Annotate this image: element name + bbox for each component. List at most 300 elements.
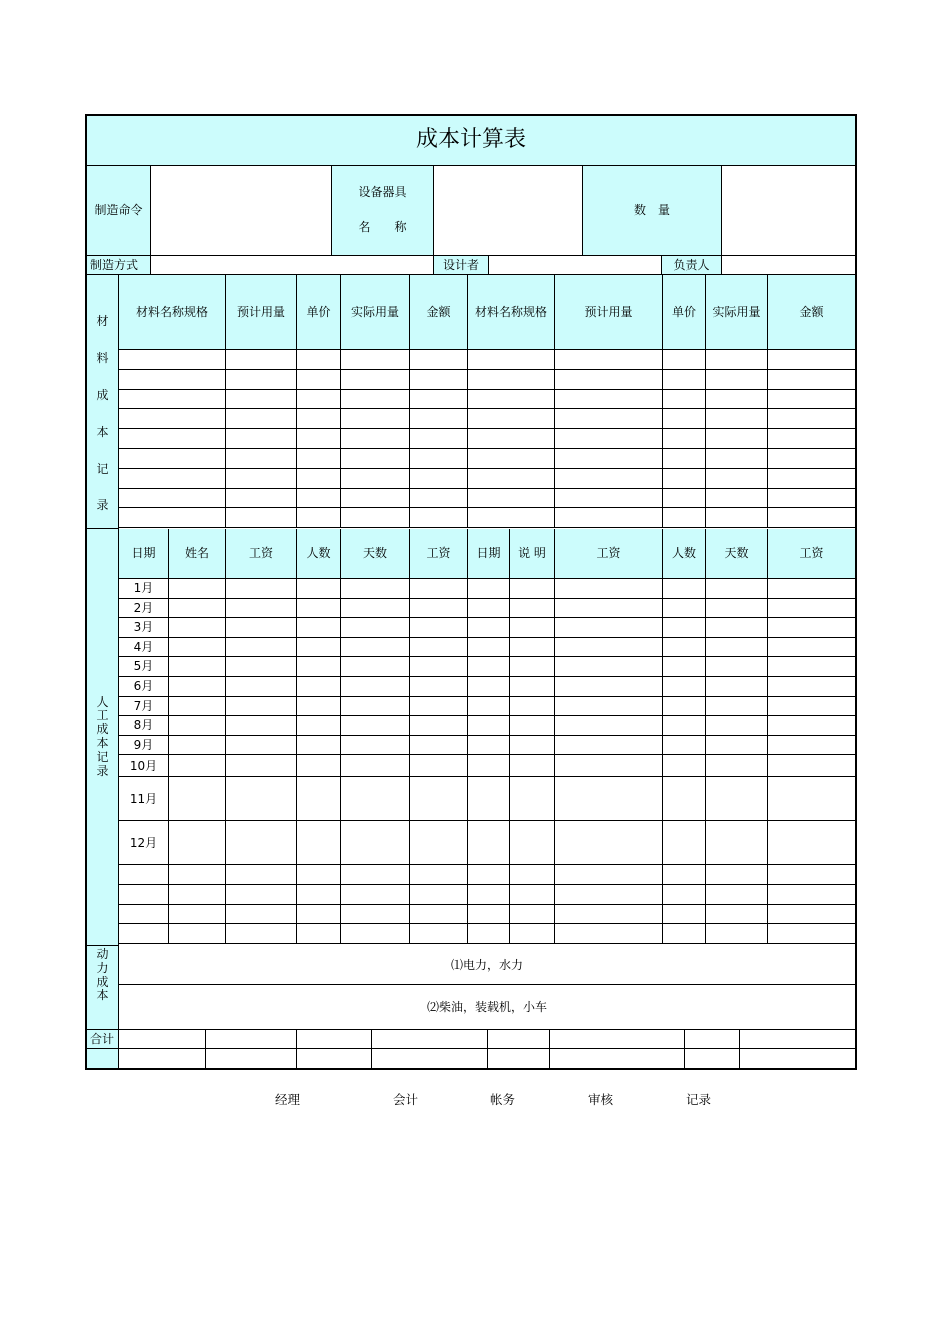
material-cell[interactable] xyxy=(410,489,468,509)
labor-cell[interactable] xyxy=(768,924,855,944)
material-cell[interactable] xyxy=(226,350,297,370)
labor-cell[interactable] xyxy=(706,618,768,638)
labor-cell[interactable] xyxy=(663,638,706,658)
labor-cell[interactable] xyxy=(341,599,410,619)
equipment-value[interactable] xyxy=(434,166,583,256)
labor-cell[interactable] xyxy=(297,579,341,599)
material-cell[interactable] xyxy=(226,370,297,390)
labor-cell[interactable] xyxy=(555,865,663,885)
labor-cell[interactable] xyxy=(341,821,410,865)
material-cell[interactable] xyxy=(341,409,410,429)
labor-cell[interactable] xyxy=(226,865,297,885)
labor-cell[interactable] xyxy=(341,755,410,777)
labor-cell[interactable] xyxy=(555,924,663,944)
material-cell[interactable] xyxy=(341,489,410,509)
labor-cell[interactable] xyxy=(510,777,555,821)
material-cell[interactable] xyxy=(768,508,855,528)
labor-cell[interactable] xyxy=(410,638,468,658)
material-cell[interactable] xyxy=(119,449,226,469)
material-cell[interactable] xyxy=(706,429,768,449)
labor-cell[interactable] xyxy=(468,865,510,885)
labor-cell[interactable] xyxy=(510,924,555,944)
labor-cell[interactable] xyxy=(341,716,410,736)
labor-cell[interactable] xyxy=(706,821,768,865)
material-cell[interactable] xyxy=(706,370,768,390)
material-cell[interactable] xyxy=(297,390,341,410)
labor-cell[interactable] xyxy=(169,697,226,717)
labor-cell[interactable] xyxy=(555,697,663,717)
labor-cell[interactable] xyxy=(226,821,297,865)
labor-cell[interactable] xyxy=(341,777,410,821)
labor-cell[interactable] xyxy=(663,599,706,619)
labor-cell[interactable] xyxy=(410,677,468,697)
labor-cell[interactable] xyxy=(555,905,663,925)
labor-cell[interactable] xyxy=(555,579,663,599)
material-cell[interactable] xyxy=(663,390,706,410)
material-cell[interactable] xyxy=(706,390,768,410)
labor-cell[interactable] xyxy=(119,924,169,944)
labor-cell[interactable] xyxy=(169,599,226,619)
material-cell[interactable] xyxy=(297,469,341,489)
material-cell[interactable] xyxy=(555,489,663,509)
material-cell[interactable] xyxy=(768,449,855,469)
labor-cell[interactable] xyxy=(341,905,410,925)
labor-cell[interactable] xyxy=(663,777,706,821)
labor-cell[interactable] xyxy=(706,657,768,677)
labor-col-header-8 xyxy=(510,529,555,579)
labor-cell[interactable] xyxy=(297,905,341,925)
labor-cell[interactable] xyxy=(410,777,468,821)
material-cell[interactable] xyxy=(341,469,410,489)
labor-cell[interactable] xyxy=(555,618,663,638)
labor-cell[interactable] xyxy=(706,924,768,944)
labor-cell[interactable] xyxy=(663,905,706,925)
labor-cell[interactable] xyxy=(410,599,468,619)
labor-cell[interactable] xyxy=(410,905,468,925)
labor-cell[interactable] xyxy=(510,905,555,925)
material-cell[interactable] xyxy=(297,350,341,370)
material-cell[interactable] xyxy=(468,489,555,509)
material-cell[interactable] xyxy=(468,449,555,469)
material-cell[interactable] xyxy=(341,390,410,410)
labor-cell[interactable] xyxy=(706,736,768,756)
material-cell[interactable] xyxy=(663,370,706,390)
labor-cell[interactable] xyxy=(663,697,706,717)
material-cell[interactable] xyxy=(555,390,663,410)
material-cell[interactable] xyxy=(468,370,555,390)
labor-cell[interactable] xyxy=(226,579,297,599)
material-cell[interactable] xyxy=(410,409,468,429)
labor-cell[interactable] xyxy=(169,716,226,736)
labor-cell[interactable] xyxy=(468,905,510,925)
total-cell[interactable] xyxy=(488,1030,550,1049)
labor-cell[interactable] xyxy=(410,618,468,638)
labor-cell[interactable] xyxy=(510,865,555,885)
material-cell[interactable] xyxy=(768,350,855,370)
material-cell[interactable] xyxy=(468,508,555,528)
labor-cell[interactable] xyxy=(555,657,663,677)
labor-cell[interactable] xyxy=(297,599,341,619)
material-cell[interactable] xyxy=(410,449,468,469)
labor-cell[interactable] xyxy=(341,657,410,677)
labor-cell[interactable] xyxy=(169,865,226,885)
material-cell[interactable] xyxy=(297,449,341,469)
labor-cell[interactable] xyxy=(663,736,706,756)
material-cell[interactable] xyxy=(768,370,855,390)
labor-cell[interactable] xyxy=(341,865,410,885)
labor-cell[interactable] xyxy=(468,599,510,619)
material-cell[interactable] xyxy=(341,508,410,528)
labor-cell[interactable] xyxy=(297,777,341,821)
labor-cell[interactable] xyxy=(468,885,510,905)
total-cell[interactable] xyxy=(206,1030,297,1049)
material-cell[interactable] xyxy=(119,350,226,370)
labor-cell[interactable] xyxy=(226,736,297,756)
labor-cell[interactable] xyxy=(510,638,555,658)
total-cell[interactable] xyxy=(550,1030,685,1049)
material-col-header-9-text: 实际用量 xyxy=(712,304,761,319)
signature-label-5: 记录 xyxy=(686,1092,712,1107)
labor-cell[interactable] xyxy=(169,677,226,697)
material-cell[interactable] xyxy=(468,409,555,429)
order-value[interactable] xyxy=(151,166,332,256)
labor-cell[interactable] xyxy=(119,865,169,885)
labor-cell[interactable] xyxy=(410,821,468,865)
total-cell[interactable] xyxy=(372,1030,488,1049)
labor-cell[interactable] xyxy=(663,924,706,944)
labor-cell[interactable] xyxy=(297,638,341,658)
labor-cell[interactable] xyxy=(706,865,768,885)
material-cell[interactable] xyxy=(341,449,410,469)
owner-value[interactable] xyxy=(722,256,855,275)
quantity-value[interactable] xyxy=(722,166,855,256)
labor-cell[interactable] xyxy=(555,821,663,865)
labor-cell[interactable] xyxy=(119,885,169,905)
material-cell[interactable] xyxy=(555,350,663,370)
labor-cell[interactable] xyxy=(341,579,410,599)
labor-cell[interactable] xyxy=(169,638,226,658)
labor-cell[interactable] xyxy=(510,618,555,638)
material-cell[interactable] xyxy=(706,449,768,469)
material-cell[interactable] xyxy=(410,350,468,370)
labor-cell[interactable] xyxy=(410,755,468,777)
labor-cell[interactable] xyxy=(297,755,341,777)
labor-cell[interactable] xyxy=(297,716,341,736)
labor-cell[interactable] xyxy=(410,657,468,677)
total-cell[interactable] xyxy=(740,1030,855,1049)
material-cell[interactable] xyxy=(226,449,297,469)
material-cell[interactable] xyxy=(555,449,663,469)
labor-cell[interactable] xyxy=(226,657,297,677)
labor-cell[interactable] xyxy=(226,885,297,905)
labor-cell[interactable] xyxy=(410,716,468,736)
labor-cell[interactable] xyxy=(169,755,226,777)
labor-cell[interactable] xyxy=(768,657,855,677)
material-cell[interactable] xyxy=(297,508,341,528)
labor-cell[interactable] xyxy=(410,885,468,905)
labor-cell[interactable] xyxy=(555,885,663,905)
labor-cell[interactable] xyxy=(297,736,341,756)
material-cell[interactable] xyxy=(706,350,768,370)
material-cell[interactable] xyxy=(341,370,410,390)
labor-cell[interactable] xyxy=(768,821,855,865)
material-cell[interactable] xyxy=(555,508,663,528)
material-cell[interactable] xyxy=(555,370,663,390)
total-cell[interactable] xyxy=(685,1030,740,1049)
material-cell[interactable] xyxy=(768,469,855,489)
total-cell[interactable] xyxy=(297,1049,372,1068)
labor-cell[interactable] xyxy=(768,865,855,885)
labor-col-header-6-text: 工资 xyxy=(426,546,451,561)
labor-cell[interactable] xyxy=(768,905,855,925)
labor-cell[interactable] xyxy=(226,755,297,777)
labor-cell[interactable] xyxy=(226,697,297,717)
labor-cell[interactable] xyxy=(510,599,555,619)
month-label-text: 11月 xyxy=(129,791,158,806)
material-cell[interactable] xyxy=(226,429,297,449)
material-cell[interactable] xyxy=(410,469,468,489)
labor-cell[interactable] xyxy=(169,924,226,944)
labor-cell[interactable] xyxy=(297,677,341,697)
labor-cell[interactable] xyxy=(297,821,341,865)
total-cell[interactable] xyxy=(119,1030,206,1049)
labor-cell[interactable] xyxy=(468,677,510,697)
labor-cell[interactable] xyxy=(169,579,226,599)
material-cell[interactable] xyxy=(297,409,341,429)
total-cell[interactable] xyxy=(740,1049,855,1068)
total-cell[interactable] xyxy=(685,1049,740,1068)
labor-cell[interactable] xyxy=(663,716,706,736)
labor-cell[interactable] xyxy=(468,579,510,599)
labor-cell[interactable] xyxy=(169,777,226,821)
material-cell[interactable] xyxy=(297,489,341,509)
labor-cell[interactable] xyxy=(510,579,555,599)
labor-cell[interactable] xyxy=(768,716,855,736)
labor-cell[interactable] xyxy=(706,716,768,736)
total-cell[interactable] xyxy=(488,1049,550,1068)
labor-cell[interactable] xyxy=(768,599,855,619)
material-cell[interactable] xyxy=(706,489,768,509)
material-cell[interactable] xyxy=(119,508,226,528)
labor-cell[interactable] xyxy=(468,777,510,821)
total-cell[interactable] xyxy=(297,1030,372,1049)
material-cell[interactable] xyxy=(119,469,226,489)
labor-cell[interactable] xyxy=(555,777,663,821)
material-cell[interactable] xyxy=(341,350,410,370)
labor-cell[interactable] xyxy=(768,638,855,658)
labor-cell[interactable] xyxy=(468,755,510,777)
labor-cell[interactable] xyxy=(119,905,169,925)
labor-cell[interactable] xyxy=(555,736,663,756)
labor-cell[interactable] xyxy=(768,755,855,777)
labor-cell[interactable] xyxy=(510,821,555,865)
labor-cell[interactable] xyxy=(768,618,855,638)
labor-cell[interactable] xyxy=(768,885,855,905)
labor-cell[interactable] xyxy=(663,885,706,905)
labor-cell[interactable] xyxy=(510,736,555,756)
material-cell[interactable] xyxy=(555,469,663,489)
labor-cell[interactable] xyxy=(706,638,768,658)
total-cell[interactable] xyxy=(119,1049,206,1068)
labor-cell[interactable] xyxy=(706,677,768,697)
labor-cell[interactable] xyxy=(663,618,706,638)
material-cell[interactable] xyxy=(768,429,855,449)
labor-cell[interactable] xyxy=(226,777,297,821)
labor-cell[interactable] xyxy=(468,736,510,756)
material-cell[interactable] xyxy=(226,409,297,429)
labor-cell[interactable] xyxy=(341,618,410,638)
labor-cell[interactable] xyxy=(555,599,663,619)
material-cell[interactable] xyxy=(226,489,297,509)
labor-cell[interactable] xyxy=(706,579,768,599)
labor-cell[interactable] xyxy=(663,755,706,777)
labor-cell[interactable] xyxy=(768,697,855,717)
labor-cell[interactable] xyxy=(555,677,663,697)
total-cell[interactable] xyxy=(550,1049,685,1068)
material-cell[interactable] xyxy=(410,370,468,390)
labor-cell[interactable] xyxy=(663,657,706,677)
total-cell[interactable] xyxy=(206,1049,297,1068)
labor-cell[interactable] xyxy=(510,677,555,697)
material-cell[interactable] xyxy=(663,409,706,429)
labor-cell[interactable] xyxy=(768,777,855,821)
labor-cell[interactable] xyxy=(169,657,226,677)
material-cell[interactable] xyxy=(119,489,226,509)
labor-cell[interactable] xyxy=(297,618,341,638)
material-cell[interactable] xyxy=(706,469,768,489)
labor-cell[interactable] xyxy=(226,905,297,925)
material-cell[interactable] xyxy=(555,409,663,429)
power-section-label-char-3: 本 xyxy=(96,988,109,1003)
labor-cell[interactable] xyxy=(341,638,410,658)
material-cell[interactable] xyxy=(119,370,226,390)
material-cell[interactable] xyxy=(768,409,855,429)
material-cell[interactable] xyxy=(706,409,768,429)
material-cell[interactable] xyxy=(468,469,555,489)
labor-cell[interactable] xyxy=(297,865,341,885)
material-cell[interactable] xyxy=(226,469,297,489)
material-cell[interactable] xyxy=(768,390,855,410)
material-cell[interactable] xyxy=(768,489,855,509)
method-value[interactable] xyxy=(151,256,434,275)
labor-cell[interactable] xyxy=(341,736,410,756)
material-cell[interactable] xyxy=(468,350,555,370)
material-col-header-6-text: 材料名称规格 xyxy=(474,304,547,319)
designer-value[interactable] xyxy=(489,256,662,275)
labor-cell[interactable] xyxy=(410,865,468,885)
material-cell[interactable] xyxy=(706,508,768,528)
labor-cell[interactable] xyxy=(341,677,410,697)
labor-cell[interactable] xyxy=(663,821,706,865)
material-cell[interactable] xyxy=(663,508,706,528)
labor-cell[interactable] xyxy=(297,697,341,717)
labor-cell[interactable] xyxy=(169,905,226,925)
labor-cell[interactable] xyxy=(555,716,663,736)
labor-cell[interactable] xyxy=(706,755,768,777)
labor-cell[interactable] xyxy=(297,924,341,944)
material-cell[interactable] xyxy=(119,390,226,410)
labor-cell[interactable] xyxy=(169,618,226,638)
total-label xyxy=(87,1030,119,1049)
labor-cell[interactable] xyxy=(510,885,555,905)
material-cell[interactable] xyxy=(410,429,468,449)
material-cell[interactable] xyxy=(410,390,468,410)
material-cell[interactable] xyxy=(663,350,706,370)
labor-cell[interactable] xyxy=(341,697,410,717)
labor-cell[interactable] xyxy=(297,885,341,905)
labor-cell[interactable] xyxy=(226,638,297,658)
material-cell[interactable] xyxy=(119,409,226,429)
labor-cell[interactable] xyxy=(226,677,297,697)
labor-cell[interactable] xyxy=(768,677,855,697)
material-cell[interactable] xyxy=(341,429,410,449)
labor-cell[interactable] xyxy=(706,599,768,619)
material-cell[interactable] xyxy=(226,508,297,528)
labor-cell[interactable] xyxy=(706,905,768,925)
labor-cell[interactable] xyxy=(226,716,297,736)
labor-cell[interactable] xyxy=(169,736,226,756)
labor-cell[interactable] xyxy=(226,599,297,619)
material-cell[interactable] xyxy=(468,429,555,449)
labor-cell[interactable] xyxy=(510,657,555,677)
labor-cell[interactable] xyxy=(663,579,706,599)
labor-cell[interactable] xyxy=(663,677,706,697)
material-cell[interactable] xyxy=(663,489,706,509)
material-cell[interactable] xyxy=(663,429,706,449)
labor-cell[interactable] xyxy=(410,924,468,944)
labor-cell[interactable] xyxy=(468,821,510,865)
labor-cell[interactable] xyxy=(706,885,768,905)
labor-cell[interactable] xyxy=(468,716,510,736)
labor-cell[interactable] xyxy=(468,638,510,658)
labor-cell[interactable] xyxy=(468,657,510,677)
labor-cell[interactable] xyxy=(510,716,555,736)
material-cell[interactable] xyxy=(410,508,468,528)
labor-cell[interactable] xyxy=(410,736,468,756)
labor-cell[interactable] xyxy=(341,924,410,944)
material-cell[interactable] xyxy=(297,429,341,449)
labor-cell[interactable] xyxy=(226,924,297,944)
material-cell[interactable] xyxy=(119,429,226,449)
labor-cell[interactable] xyxy=(410,697,468,717)
labor-cell[interactable] xyxy=(468,618,510,638)
labor-cell[interactable] xyxy=(341,885,410,905)
labor-cell[interactable] xyxy=(663,865,706,885)
material-cell[interactable] xyxy=(663,469,706,489)
labor-cell[interactable] xyxy=(297,657,341,677)
material-cell[interactable] xyxy=(555,429,663,449)
material-cell[interactable] xyxy=(468,390,555,410)
labor-cell[interactable] xyxy=(768,579,855,599)
labor-cell[interactable] xyxy=(468,924,510,944)
labor-cell[interactable] xyxy=(768,736,855,756)
labor-cell[interactable] xyxy=(706,697,768,717)
labor-cell[interactable] xyxy=(555,755,663,777)
labor-cell[interactable] xyxy=(510,755,555,777)
material-cell[interactable] xyxy=(663,449,706,469)
material-cell[interactable] xyxy=(226,390,297,410)
labor-cell[interactable] xyxy=(169,821,226,865)
labor-cell[interactable] xyxy=(226,618,297,638)
labor-cell[interactable] xyxy=(468,697,510,717)
material-cell[interactable] xyxy=(297,370,341,390)
labor-cell[interactable] xyxy=(410,579,468,599)
labor-cell[interactable] xyxy=(169,885,226,905)
labor-cell[interactable] xyxy=(555,638,663,658)
total-cell[interactable] xyxy=(372,1049,488,1068)
labor-cell[interactable] xyxy=(706,777,768,821)
labor-cell[interactable] xyxy=(510,697,555,717)
